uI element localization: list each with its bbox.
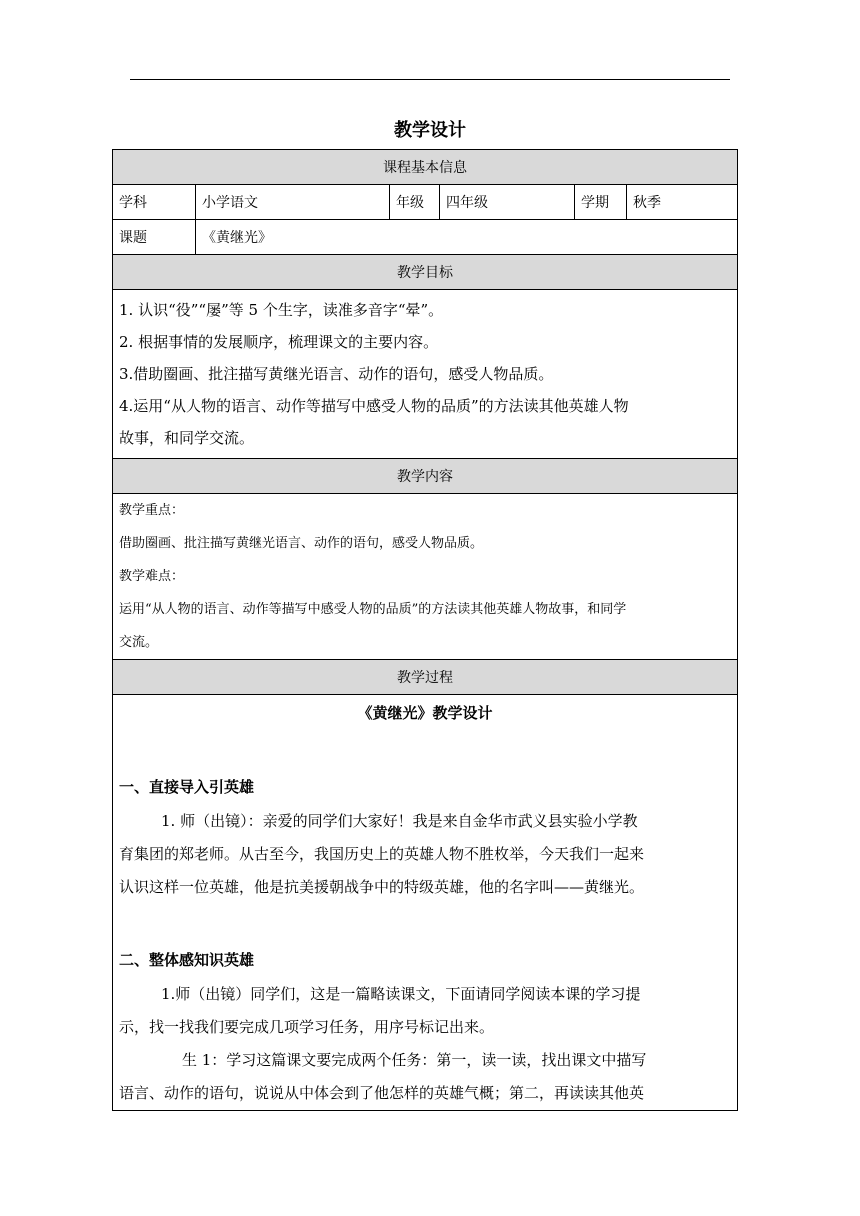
process-subtitle: 《黄继光》教学设计 — [357, 704, 493, 722]
subject-label: 学科 — [113, 185, 196, 220]
basic-info-header-row — [113, 150, 738, 185]
topic-value: 《黄继光》 — [196, 220, 738, 255]
process-header-row — [113, 660, 738, 695]
content-cell — [113, 494, 738, 660]
paragraph-line: 示，找一找我们要完成几项学习任务，用序号标记出来。 — [119, 1018, 495, 1036]
objective-line: 3.借助圈画、批注描写黄继光语言、动作的语句，感受人物品质。 — [119, 365, 554, 383]
objective-line: 4.运用“从人物的语言、动作等描写中感受人物的品质”的方法读其他英雄人物 — [119, 397, 629, 415]
process-row — [113, 695, 738, 1111]
content-header-row — [113, 459, 738, 494]
objectives-header: 教学目标 — [113, 255, 738, 290]
grade-value: 四年级 — [440, 185, 575, 220]
objective-line: 故事，和同学交流。 — [119, 429, 255, 447]
key-point-text: 借助圈画、批注描写黄继光语言、动作的语句，感受人物品质。 — [119, 536, 484, 551]
document-title: 教学设计 — [394, 120, 466, 141]
objective-line: 2. 根据事情的发展顺序，梳理课文的主要内容。 — [119, 333, 439, 351]
difficult-point-text: 交流。 — [119, 635, 159, 650]
grade-label: 年级 — [390, 185, 440, 220]
content-header: 教学内容 — [113, 459, 738, 494]
process-header: 教学过程 — [113, 660, 738, 695]
paragraph-line: 育集团的郑老师。从古至今，我国历史上的英雄人物不胜枚举，今天我们一起来 — [119, 845, 645, 863]
topic-row — [113, 220, 738, 255]
paragraph-line: 语言、动作的语句，说说从中体会到了他怎样的英雄气概；第二，再读读其他英 — [119, 1084, 645, 1102]
objective-line: 1. 认识“役”“屡”等 5 个生字，读准多音字“晕”。 — [119, 301, 444, 319]
difficult-point-text: 运用“从人物的语言、动作等描写中感受人物的品质”的方法读其他英雄人物故事，和同学 — [119, 602, 627, 617]
paragraph-line: 1.师（出镜）同学们，这是一篇略读课文，下面请同学阅读本课的学习提 — [161, 985, 641, 1003]
difficult-point-label: 教学难点： — [119, 569, 185, 584]
process-cell — [113, 695, 738, 1111]
objectives-header-row — [113, 255, 738, 290]
objectives-cell — [113, 290, 738, 459]
term-value: 秋季 — [627, 185, 738, 220]
paragraph-line: 1. 师（出镜）：亲爱的同学们大家好！我是来自金华市武义县实验小学教 — [161, 812, 638, 830]
section-heading: 一、直接导入引英雄 — [119, 778, 255, 796]
lesson-plan-table — [112, 149, 738, 1111]
section-heading: 二、整体感知识英雄 — [119, 951, 255, 969]
header-rule — [130, 79, 730, 80]
term-label: 学期 — [575, 185, 627, 220]
topic-label: 课题 — [113, 220, 196, 255]
basic-info-header: 课程基本信息 — [113, 150, 738, 185]
objectives-row — [113, 290, 738, 459]
content-row — [113, 494, 738, 660]
key-point-label: 教学重点： — [119, 503, 185, 518]
info-row — [113, 185, 738, 220]
paragraph-line: 认识这样一位英雄，他是抗美援朝战争中的特级英雄，他的名字叫——黄继光。 — [119, 878, 645, 896]
paragraph-line: 生 1：学习这篇课文要完成两个任务：第一，读一读，找出课文中描写 — [182, 1051, 647, 1069]
subject-value: 小学语文 — [196, 185, 390, 220]
